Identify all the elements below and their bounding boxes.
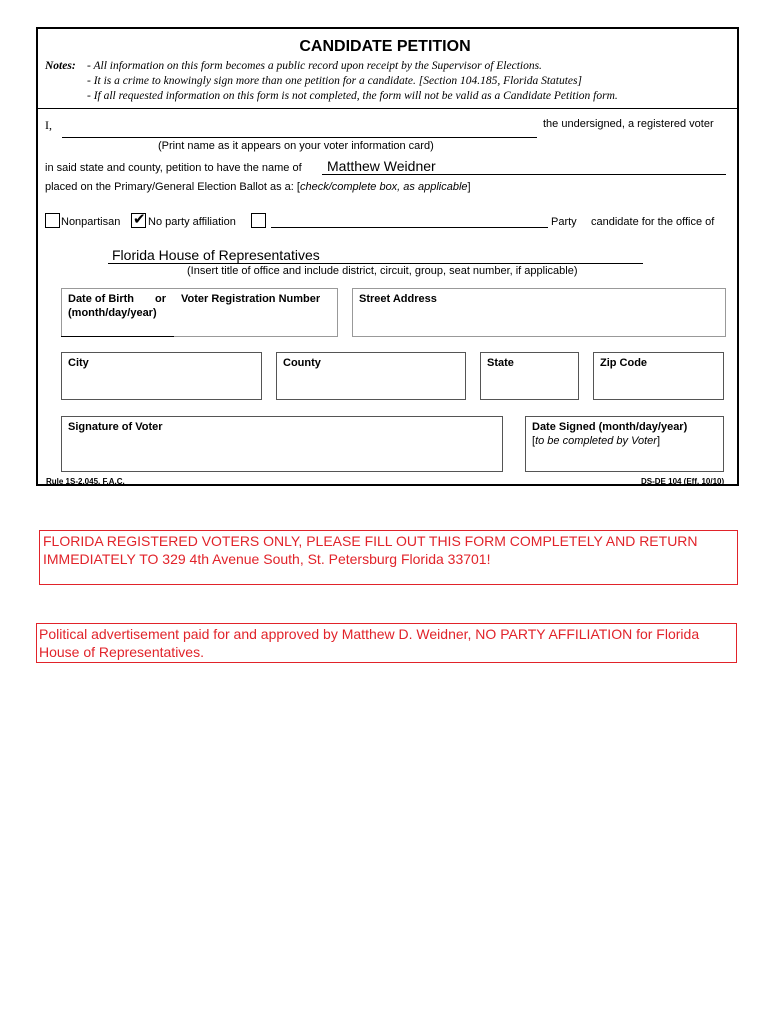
candidate-name: Matthew Weidner bbox=[327, 158, 436, 174]
npa-checkbox[interactable] bbox=[131, 213, 146, 228]
party-label: Party bbox=[551, 216, 577, 228]
note-2: - It is a crime to knowingly sign more than one petition for a candidate. [Section 104.185, Florida Statutes] bbox=[87, 75, 582, 87]
print-name-caption: (Print name as it appears on your voter information card) bbox=[158, 140, 434, 152]
candidate-name-line bbox=[322, 174, 726, 175]
city-label: City bbox=[68, 357, 89, 369]
political-ad-notice-text: Political advertisement paid for and approved by Matthew D. Weidner, NO PARTY AFFILIATION for Florida House of Representatives. bbox=[39, 626, 700, 660]
county-field[interactable] bbox=[276, 352, 466, 400]
signature-label: Signature of Voter bbox=[68, 421, 163, 433]
state-field[interactable] bbox=[480, 352, 579, 400]
city-field[interactable] bbox=[61, 352, 262, 400]
political-ad-notice bbox=[36, 623, 737, 663]
street-address-field[interactable] bbox=[352, 288, 726, 337]
office-line bbox=[108, 263, 643, 264]
undersigned-text: the undersigned, a registered voter bbox=[543, 118, 714, 130]
nonpartisan-label: Nonpartisan bbox=[61, 216, 121, 228]
i-label: I, bbox=[45, 118, 52, 132]
header-divider bbox=[38, 108, 737, 109]
party-checkbox[interactable] bbox=[251, 213, 266, 228]
ballot-instruction: placed on the Primary/General Election Ballot as a: [check/complete box, as applicable] bbox=[45, 181, 471, 193]
voter-name-line[interactable] bbox=[62, 137, 537, 138]
office-value: Florida House of Representatives bbox=[112, 247, 320, 263]
dob-label: Date of Birth bbox=[68, 293, 134, 305]
voter-reg-label: Voter Registration Number bbox=[181, 293, 321, 305]
note-1: - All information on this form becomes a public record upon receipt by the Supervisor of Elections. bbox=[87, 60, 542, 72]
npa-label: No party affiliation bbox=[148, 216, 236, 228]
dob-voter-reg-field[interactable] bbox=[61, 288, 338, 337]
or-label: or bbox=[155, 293, 166, 305]
zip-code-field[interactable] bbox=[593, 352, 724, 400]
nonpartisan-checkbox[interactable] bbox=[45, 213, 60, 228]
candidate-for-text: candidate for the office of bbox=[591, 216, 715, 228]
rule-text: Rule 1S-2.045, F.A.C. bbox=[46, 477, 125, 486]
date-signed-note: [to be completed by Voter] bbox=[532, 435, 661, 447]
zip-label: Zip Code bbox=[600, 357, 648, 369]
office-caption: (Insert title of office and include district, circuit, group, seat number, if applicable) bbox=[187, 265, 578, 277]
signature-field[interactable] bbox=[61, 416, 503, 472]
dob-format: (month/day/year) bbox=[68, 307, 157, 319]
date-signed-label: Date Signed (month/day/year) bbox=[532, 421, 688, 433]
registered-voters-notice-text: FLORIDA REGISTERED VOTERS ONLY, PLEASE FILL OUT THIS FORM COMPLETELY AND RETURN IMMEDIATELY TO 329 4th Avenue South, St. Petersburg Florida 33701! bbox=[43, 533, 698, 567]
form-title: CANDIDATE PETITION bbox=[299, 38, 471, 55]
check-mark-icon: ✔ bbox=[133, 211, 146, 228]
note-3: - If all requested information on this form is not completed, the form will not be valid as a Candidate Petition form. bbox=[87, 90, 618, 102]
registered-voters-notice bbox=[39, 530, 738, 585]
dob-underline bbox=[61, 336, 174, 337]
notes-label: Notes: bbox=[45, 60, 76, 72]
party-name-line[interactable] bbox=[271, 227, 548, 228]
state-label: State bbox=[487, 357, 514, 369]
street-label: Street Address bbox=[359, 293, 437, 305]
county-label: County bbox=[283, 357, 321, 369]
date-signed-field[interactable] bbox=[525, 416, 724, 472]
petition-text: in said state and county, petition to have the name of bbox=[45, 162, 302, 174]
form-number: DS-DE 104 (Eff. 10/10) bbox=[641, 477, 725, 486]
